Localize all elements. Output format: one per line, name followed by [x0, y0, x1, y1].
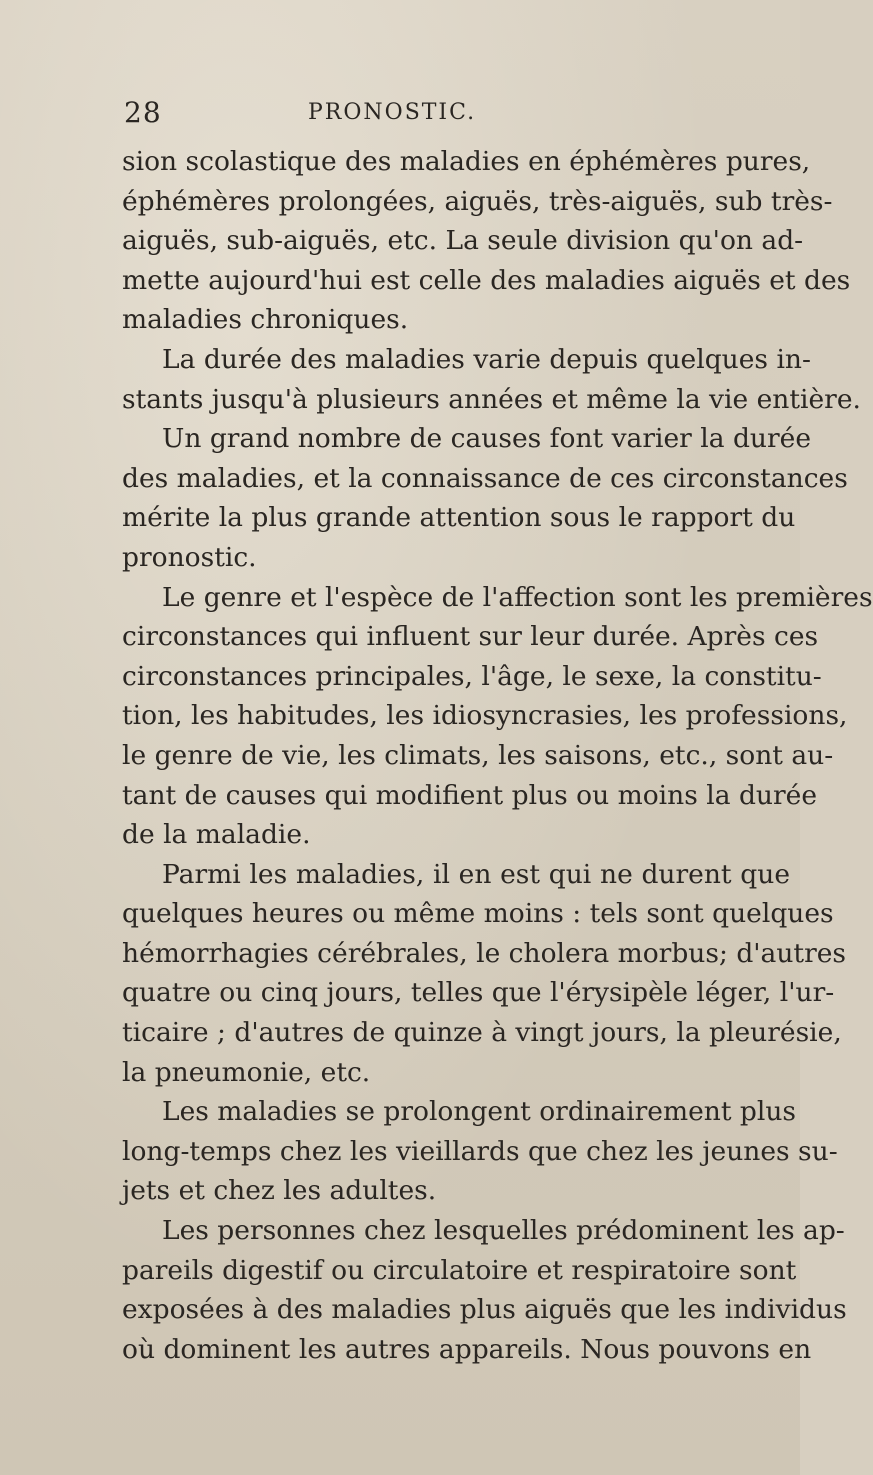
text-line: de la maladie. — [122, 819, 311, 851]
text-line: quelques heures ou même moins : tels sont quelques — [122, 898, 834, 930]
text-line: tant de causes qui modifient plus ou moins la durée — [122, 779, 818, 811]
text-line: où dominent les autres appareils. Nous pouvons en — [122, 1333, 812, 1365]
text-line: circonstances qui influent sur leur durée. Après ces — [122, 621, 819, 653]
text-line: ticaire ; d'autres de quinze à vingt jours, la pleurésie, — [122, 1017, 842, 1049]
text-line: le genre de vie, les climats, les saisons, etc., sont au- — [122, 739, 834, 771]
text-line: sion scolastique des maladies en éphémères pures, — [122, 146, 811, 177]
text-line: des maladies, et la connaissance de ces circonstances — [122, 462, 848, 494]
text-line: pronostic. — [122, 541, 257, 573]
body-text — [122, 142, 873, 1369]
text-line: éphémères prolongées, aiguës, très-aiguës, sub très- — [122, 185, 833, 217]
text-line: mérite la plus grande attention sous le rapport du — [122, 502, 796, 534]
text-line: exposées à des maladies plus aiguës que les individus — [122, 1294, 847, 1326]
page-header — [0, 96, 800, 132]
text-line: hémorrhagies cérébrales, le cholera morbus; d'autres — [122, 937, 847, 969]
text-line: long-temps chez les vieillards que chez les jeunes su- — [122, 1135, 838, 1167]
text-line: Un grand nombre de causes font varier la durée — [162, 423, 812, 455]
text-line: pareils digestif ou circulatoire et respiratoire sont — [122, 1254, 797, 1286]
text-line: quatre ou cinq jours, telles que l'érysipèle léger, l'ur- — [122, 977, 835, 1009]
text-line: mette aujourd'hui est celle des maladies aiguës et des — [122, 264, 851, 296]
running-title: PRONOSTIC. — [308, 100, 477, 125]
text-line: aiguës, sub-aiguës, etc. La seule division qu'on ad- — [122, 225, 804, 257]
text-line: Le genre et l'espèce de l'affection sont les premières — [162, 581, 873, 613]
text-line: stants jusqu'à plusieurs années et même la vie entière. — [122, 383, 861, 415]
text-line: Parmi les maladies, il en est qui ne durent que — [162, 858, 790, 890]
text-line: La durée des maladies varie depuis quelques in- — [162, 343, 811, 375]
text-line: Les personnes chez lesquelles prédominent les ap- — [162, 1215, 845, 1247]
text-line: tion, les habitudes, les idiosyncrasies, les professions, — [122, 700, 848, 732]
text-line: Les maladies se prolongent ordinairement plus — [162, 1096, 797, 1128]
text-line: jets et chez les adultes. — [122, 1175, 437, 1207]
page-number: 28 — [124, 96, 162, 129]
text-line: circonstances principales, l'âge, le sexe, la constitu- — [122, 660, 822, 692]
text-line: la pneumonie, etc. — [122, 1056, 371, 1088]
text-line: maladies chroniques. — [122, 304, 409, 336]
